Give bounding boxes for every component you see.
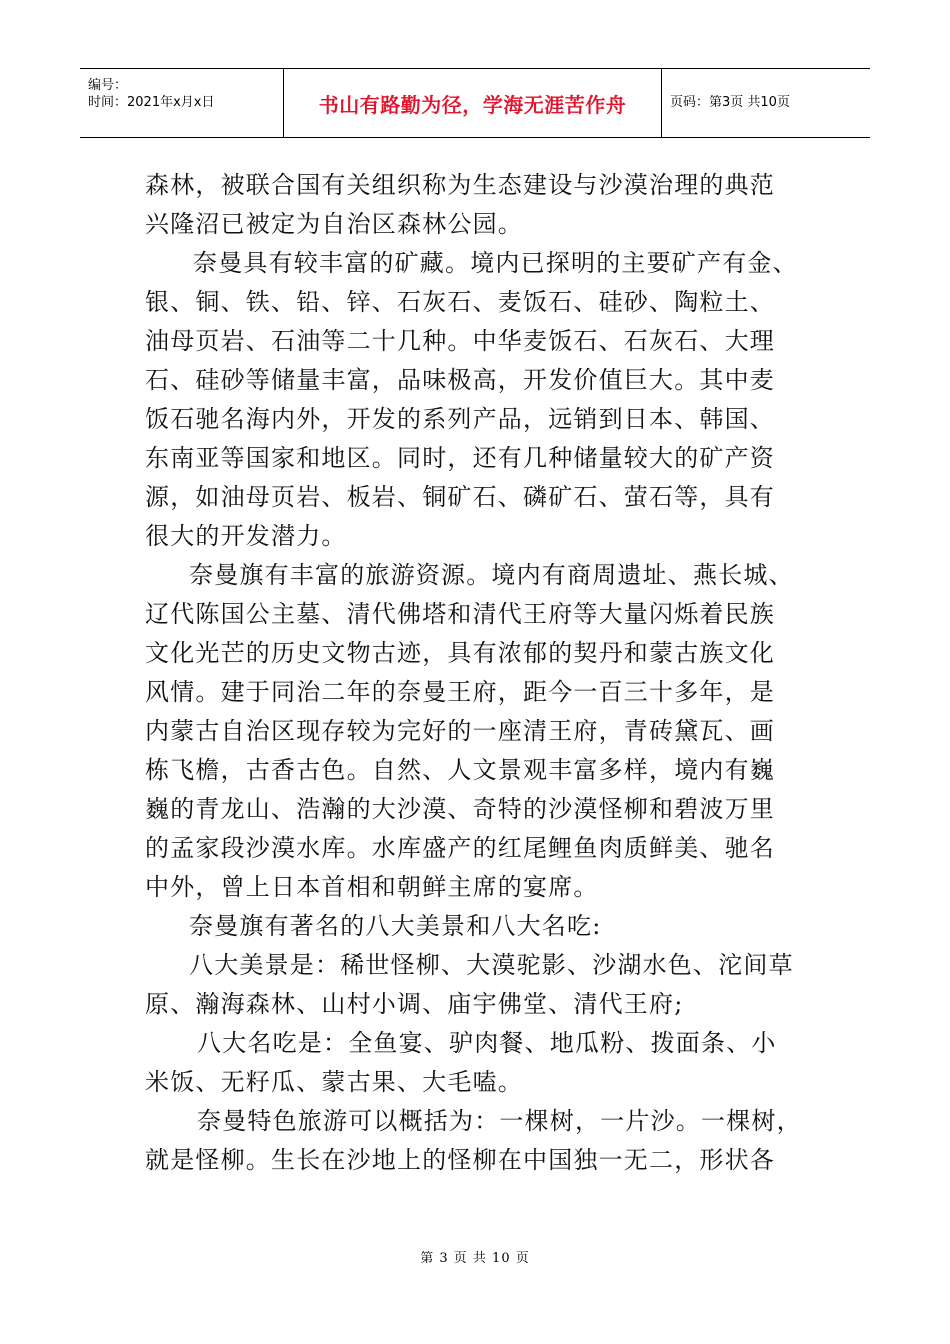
body-line: 奈曼旗有丰富的旅游资源。境内有商周遗址、燕长城、	[189, 561, 794, 589]
body-line: 石、硅砂等储量丰富，品味极高，开发价值巨大。其中麦	[145, 366, 775, 394]
body-line: 源，如油母页岩、板岩、铜矿石、磷矿石、萤石等，具有	[145, 483, 775, 511]
body-line: 的孟家段沙漠水库。水库盛产的红尾鲤鱼肉质鲜美、驰名	[145, 834, 775, 862]
body-line: 内蒙古自治区现存较为完好的一座清王府，青砖黛瓦、画	[145, 717, 775, 745]
body-line: 饭石驰名海内外，开发的系列产品，远销到日本、韩国、	[145, 405, 775, 433]
header-page-cell	[662, 69, 870, 137]
body-line: 油母页岩、石油等二十几种。中华麦饭石、石灰石、大理	[145, 327, 775, 355]
body-line: 奈曼特色旅游可以概括为：一棵树，一片沙。一棵树，	[197, 1107, 802, 1135]
page-footer: 第 3 页 共 10 页	[420, 1251, 530, 1266]
header-page-label: 页码：第3页 共10页	[670, 95, 790, 110]
body-line: 米饭、无籽瓜、蒙古果、大毛嗑。	[145, 1068, 523, 1096]
body-line: 巍的青龙山、浩瀚的大沙漠、奇特的沙漠怪柳和碧波万里	[145, 795, 775, 823]
body-line: 奈曼旗有著名的八大美景和八大名吃:	[189, 912, 602, 940]
document-body	[145, 166, 811, 1180]
body-line: 中外，曾上日本首相和朝鲜主席的宴席。	[145, 873, 599, 901]
body-line: 风情。建于同治二年的奈曼王府，距今一百三十多年，是	[145, 678, 775, 706]
body-line: 东南亚等国家和地区。同时，还有几种储量较大的矿产资	[145, 444, 775, 472]
body-line: 八大名吃是：全鱼宴、驴肉餐、地瓜粉、拨面条、小	[197, 1029, 777, 1057]
body-line: 奈曼具有较丰富的矿藏。境内已探明的主要矿产有金、	[193, 249, 798, 277]
body-line: 就是怪柳。生长在沙地上的怪柳在中国独一无二，形状各	[145, 1146, 775, 1174]
header-motto: 书山有路勤为径，学海无涯苦作舟	[318, 92, 627, 117]
body-line: 很大的开发潜力。	[145, 522, 347, 550]
body-line: 辽代陈国公主墓、清代佛塔和清代王府等大量闪烁着民族	[145, 600, 775, 628]
body-line: 栋飞檐，古香古色。自然、人文景观丰富多样，境内有巍	[145, 756, 775, 784]
document-time-label: 时间：2021年x月x日	[88, 95, 215, 110]
document-header	[80, 68, 870, 138]
body-line: 文化光芒的历史文物古迹，具有浓郁的契丹和蒙古族文化	[145, 639, 775, 667]
body-line: 森林，被联合国有关组织称为生态建设与沙漠治理的典范	[145, 171, 775, 199]
body-line: 八大美景是：稀世怪柳、大漠驼影、沙湖水色、沱间草	[189, 951, 794, 979]
header-meta-cell	[80, 69, 284, 137]
document-number-label: 编号：	[88, 78, 128, 93]
body-line: 兴隆沼已被定为自治区森林公园。	[145, 210, 523, 238]
header-motto-cell	[284, 69, 662, 137]
body-line: 银、铜、铁、铅、锌、石灰石、麦饭石、硅砂、陶粒土、	[145, 288, 775, 316]
body-line: 原、瀚海森林、山村小调、庙宇佛堂、清代王府;	[145, 990, 684, 1018]
